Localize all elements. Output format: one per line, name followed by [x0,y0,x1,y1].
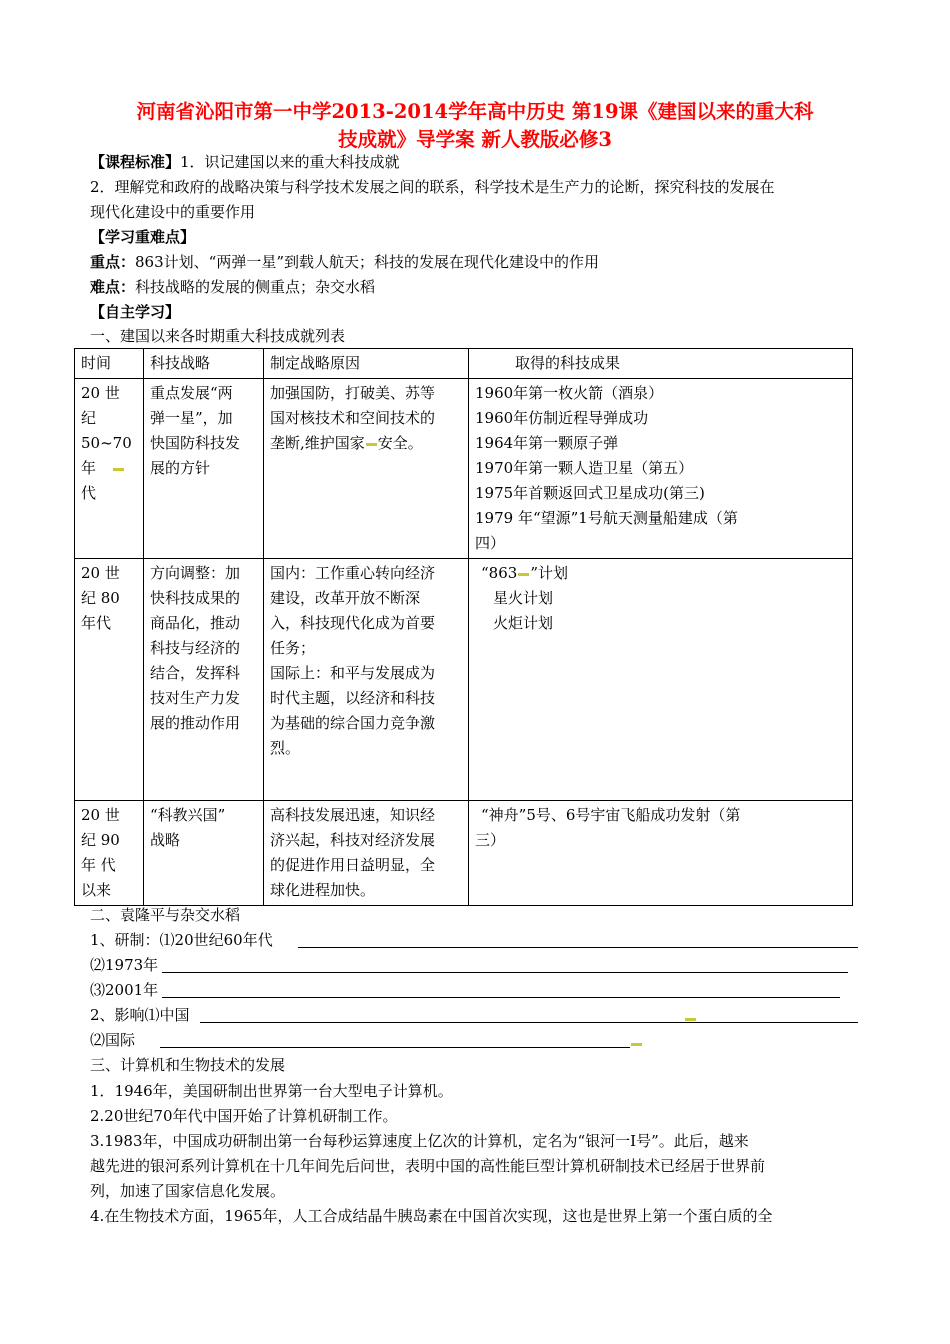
answer-blank[interactable] [298,947,858,948]
edit-mark [685,1018,696,1021]
cell-achievements: “863 ”计划 星火计划 火炬计划 [469,559,853,801]
key-point-text: 863计划、“两弹一星”到载人航天；科技的发展在现代化建设中的作用 [135,253,599,271]
answer-blank[interactable] [200,1022,858,1023]
section-2-title: 二、袁隆平与杂交水稻 [90,906,241,924]
cell-reason: 国内：工作重心转向经济 建设，改革开放不断深 入，科技现代化成为首要 任务； 国际上：和平与发展成为 时代主题，以经济和科技 为基础的综合国力竞争激 烈。 [264,559,469,801]
cell-reason: 加强国防，打破美、苏等 国对核技术和空间技术的 垄断,维护国家 安全。 [264,379,469,559]
document-title-line-2: 技成就》导学案 新人教版必修3 [338,128,612,151]
cell-strategy: “科教兴国” 战略 [144,801,264,906]
key-point-label: 重点： [90,253,136,271]
cell-time: 20 世 纪 50~70 年 代 [75,379,144,559]
section-3-title: 三、计算机和生物技术的发展 [90,1056,286,1074]
hard-point-label: 难点： [90,278,136,296]
answer-blank[interactable] [160,1047,630,1048]
edit-mark [366,443,377,446]
research-line-3: ⑶2001年 [90,981,159,999]
edit-mark [518,573,529,576]
answer-blank[interactable] [162,972,848,973]
edit-mark [631,1043,642,1046]
edit-mark [113,468,124,471]
course-standard [90,151,870,173]
standard-item-2-line-1: 2．理解党和政府的战略决策与科学技术发展之间的联系，科学技术是生产力的论断，探究科技的发展在 [90,178,775,196]
header-strategy: 科技战略 [144,349,264,379]
cell-time: 20 世 纪 90 年 代 以来 [75,801,144,906]
achievements-table [74,348,853,906]
table-row [75,559,853,801]
document-title-line-1: 河南省沁阳市第一中学2013-2014学年高中历史 第19课《建国以来的重大科 [136,100,814,123]
table-row [75,379,853,559]
cell-reason: 高科技发展迅速，知识经 济兴起，科技对经济发展 的促进作用日益明显，全 球化进程加快。 [264,801,469,906]
cell-achievements: “神舟”5号、6号宇宙飞船成功发射（第 三） [469,801,853,906]
course-standard-label: 【课程标准】 [90,153,181,171]
paragraph-4: 4.在生物技术方面，1965年，人工合成结晶牛胰岛素在中国首次实现，这也是世界上第一个蛋白质的全 [90,1207,773,1225]
hard-point-text: 科技战略的发展的侧重点；杂交水稻 [135,278,376,296]
standard-item-2-line-2: 现代化建设中的重要作用 [90,203,256,221]
paragraph-3-line-3: 列，加速了国家信息化发展。 [90,1182,286,1200]
cell-time: 20 世 纪 80 年代 [75,559,144,801]
answer-blank[interactable] [162,997,840,998]
header-achievements: 取得的科技成果 [469,349,853,379]
cell-strategy: 重点发展“两 弹一星”，加 快国防科技发 展的方针 [144,379,264,559]
paragraph-1: 1．1946年，美国研制出世界第一台大型电子计算机。 [90,1082,453,1100]
table-header-row [75,349,853,379]
research-line-2: ⑵1973年 [90,956,159,974]
research-line-1: 1、研制：⑴20世纪60年代 [90,931,273,949]
standard-item-1: 1．识记建国以来的重大科技成就 [180,153,400,171]
self-study-heading: 【自主学习】 [90,303,181,321]
header-reason: 制定战略原因 [264,349,469,379]
paragraph-3-line-1: 3.1983年，中国成功研制出第一台每秒运算速度上亿次的计算机，定名为“银河一Ⅰ号”。此后，越来 [90,1132,749,1150]
difficulty-heading: 【学习重难点】 [90,228,196,246]
section-1-title: 一、建国以来各时期重大科技成就列表 [90,327,346,345]
hard-point [90,276,870,298]
paragraph-3-line-2: 越先进的银河系列计算机在十几年间先后问世，表明中国的高性能巨型计算机研制技术已经居于世界前 [90,1157,766,1175]
table-row [75,801,853,906]
paragraph-2: 2.20世纪70年代中国开始了计算机研制工作。 [90,1107,398,1125]
key-point [90,251,870,273]
cell-achievements: 1960年第一枚火箭（酒泉） 1960年仿制近程导弹成功 1964年第一颗原子弹 1970年第一颗人造卫星（第五） 1975年首颗返回式卫星成功(第三) 1979 年“望源”1号航天测量船建成（第 四） [469,379,853,559]
impact-line-2: ⑵国际 [90,1031,136,1049]
cell-strategy: 方向调整：加 快科技成果的 商品化，推动 科技与经济的 结合，发挥科 技对生产力发 展的推动作用 [144,559,264,801]
impact-line-1: 2、影响⑴中国 [90,1006,190,1024]
header-time: 时间 [75,349,144,379]
